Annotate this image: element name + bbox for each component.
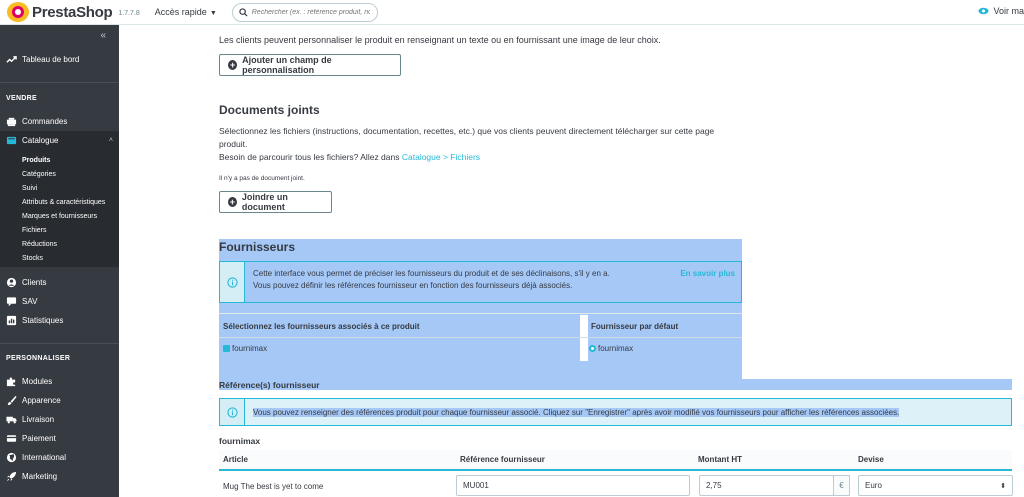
- radio-selected-icon[interactable]: [589, 345, 596, 352]
- nav-catalog[interactable]: [0, 131, 119, 149]
- collapse-sidebar-icon[interactable]: «: [100, 30, 106, 41]
- suppliers-info-line2: Vous pouvez définir les références fournisseur en fonction des fournisseurs déjà associés.: [253, 281, 573, 290]
- column-currency: Devise: [858, 455, 884, 464]
- default-supplier-radio-row[interactable]: [589, 344, 633, 353]
- top-bar: [0, 0, 1024, 25]
- column-supplier-reference: Référence fournisseur: [460, 455, 545, 464]
- trend-icon: [6, 54, 17, 65]
- nav-catalog-label: Catalogue: [22, 135, 59, 145]
- add-attachment-button[interactable]: [219, 191, 332, 213]
- catalog-submenu: [0, 149, 119, 267]
- row-article-name: Mug The best is yet to come: [223, 482, 324, 491]
- brand-name: PrestaShop: [32, 3, 113, 21]
- rocket-icon: [6, 471, 17, 482]
- plus-circle-icon: +: [229, 197, 236, 207]
- eye-icon: [978, 7, 989, 15]
- nav-modules[interactable]: [0, 372, 119, 390]
- attachments-desc-line3: [219, 151, 739, 164]
- add-customization-field-button[interactable]: [219, 54, 401, 76]
- attachments-desc-prefix: Besoin de parcourir tous les fichiers? Allez dans: [219, 152, 400, 162]
- nav-stats[interactable]: [0, 311, 119, 329]
- column-price-excl-tax: Montant HT: [698, 455, 742, 464]
- globe-icon: [6, 452, 17, 463]
- divider: [219, 313, 742, 314]
- subnav-files[interactable]: Fichiers: [22, 227, 47, 234]
- info-icon: [220, 399, 245, 425]
- truck-icon: [6, 414, 17, 425]
- plus-circle-icon: +: [229, 60, 236, 70]
- nav-customers[interactable]: [0, 273, 119, 291]
- subnav-categories[interactable]: Catégories: [22, 171, 56, 178]
- quick-access-label: Accès rapide: [154, 7, 207, 17]
- add-attachment-label: Joindre un document: [241, 192, 288, 212]
- nav-customers-label: Clients: [22, 277, 47, 287]
- info-icon: [220, 262, 245, 302]
- references-info-alert: [219, 398, 1012, 426]
- main-content: [119, 25, 1024, 497]
- select-arrows-icon: ⬍: [1000, 482, 1006, 490]
- suppliers-info-text: [245, 262, 741, 302]
- supplier-reference-input[interactable]: MU001: [456, 475, 690, 496]
- nav-dashboard[interactable]: [0, 50, 119, 68]
- logo[interactable]: [7, 2, 140, 22]
- catalog-icon: [6, 135, 17, 146]
- subnav-products[interactable]: Produits: [22, 157, 51, 164]
- chevron-up-icon: ˄: [108, 136, 113, 144]
- supplier-checkbox-row[interactable]: [223, 344, 267, 353]
- nav-shipping[interactable]: [0, 410, 119, 428]
- brush-icon: [6, 395, 17, 406]
- subnav-brands[interactable]: Marques et fournisseurs: [22, 213, 98, 220]
- cart-icon: [6, 116, 17, 127]
- credit-card-icon: [6, 433, 17, 444]
- caret-down-icon: ▼: [209, 10, 217, 17]
- suppliers-title: Fournisseurs: [219, 240, 296, 254]
- version-label: 1.7.7.8: [118, 10, 140, 17]
- suppliers-info-alert: [219, 261, 742, 303]
- nav-stats-label: Statistiques: [22, 315, 64, 325]
- nav-international-label: International: [22, 452, 67, 462]
- select-suppliers-header: Sélectionnez les fournisseurs associés à ce produit: [223, 322, 420, 331]
- attachments-desc-line2: produit.: [219, 139, 248, 149]
- default-supplier-radio-label: fournimax: [598, 344, 634, 353]
- nav-marketing[interactable]: [0, 467, 119, 485]
- quick-access-menu[interactable]: [155, 7, 217, 17]
- view-shop-label: Voir ma: [993, 6, 1024, 16]
- nav-payment-label: Paiement: [22, 433, 56, 443]
- default-supplier-header: Fournisseur par défaut: [591, 322, 679, 331]
- divider: [219, 337, 742, 338]
- checkbox-checked-icon[interactable]: [223, 345, 230, 352]
- chat-icon: [6, 296, 17, 307]
- currency-select-value: Euro: [865, 481, 882, 490]
- catalog-files-link[interactable]: Catalogue > Fichiers: [401, 152, 481, 162]
- nav-sav[interactable]: [0, 292, 119, 310]
- divider: [0, 82, 119, 83]
- nav-international[interactable]: [0, 448, 119, 466]
- section-sell: VENDRE: [6, 95, 37, 102]
- sidebar: [0, 25, 119, 497]
- currency-select[interactable]: [858, 475, 1013, 496]
- currency-symbol-addon: €: [833, 475, 850, 496]
- references-info-text: Vous pouvez renseigner des références produit pour chaque fournisseur associé. Cliquez sur "Enregistrer" après avoir modifié vos fournisseurs pour afficher les références associées.: [253, 408, 900, 417]
- nav-modules-label: Modules: [22, 376, 53, 386]
- attachments-title: Documents joints: [219, 103, 320, 117]
- prestashop-logo-icon: [7, 2, 29, 22]
- add-customization-field-label: Ajouter un champ de personnalisation: [242, 55, 332, 75]
- references-info-body: [245, 399, 1011, 425]
- nav-sav-label: SAV: [22, 296, 38, 306]
- price-input[interactable]: 2,75: [699, 475, 834, 496]
- attachments-desc-line1: Sélectionnez les fichiers (instructions, documentation, recettes, etc.) que vos clients peuvent directement télécharger sur cette page: [219, 126, 715, 136]
- refs-title-highlight: [219, 379, 1012, 390]
- user-icon: [6, 277, 17, 288]
- subnav-attributes[interactable]: Attributs & caractéristiques: [22, 199, 106, 206]
- puzzle-icon: [6, 376, 17, 387]
- attachments-description: [219, 125, 739, 164]
- suppliers-info-line1: Cette interface vous permet de préciser les fournisseurs du produit et de ses déclinaisons, s'il y en a.: [253, 269, 610, 278]
- nav-dashboard-label: Tableau de bord: [22, 54, 80, 64]
- search-input[interactable]: [252, 9, 370, 16]
- subnav-monitoring[interactable]: Suivi: [22, 185, 38, 192]
- column-article: Article: [223, 455, 248, 464]
- subnav-stocks[interactable]: Stocks: [22, 255, 44, 262]
- column-gap: [580, 315, 588, 361]
- suppliers-highlight: [219, 239, 742, 379]
- nav-appearance-label: Apparence: [22, 395, 61, 405]
- subnav-discounts[interactable]: Réductions: [22, 241, 58, 248]
- supplier-references-title: Référence(s) fournisseur: [219, 380, 320, 390]
- supplier-checkbox-label: fournimax: [232, 344, 268, 353]
- supplier-table-title: fournimax: [219, 436, 261, 446]
- learn-more-link[interactable]: En savoir plus: [680, 269, 735, 278]
- customization-intro: Les clients peuvent personnaliser le produit en renseignant un texte ou en fournissant une image de leur choix.: [219, 35, 661, 45]
- view-shop-link[interactable]: [978, 6, 1024, 16]
- attachments-empty-message: Il n'y a pas de document joint.: [219, 175, 305, 182]
- nav-orders[interactable]: [0, 112, 119, 130]
- nav-orders-label: Commandes: [22, 116, 68, 126]
- nav-shipping-label: Livraison: [22, 414, 55, 424]
- search-icon: [239, 8, 248, 17]
- nav-payment[interactable]: [0, 429, 119, 447]
- table-header: [219, 450, 1012, 471]
- nav-appearance[interactable]: [0, 391, 119, 409]
- search-box[interactable]: [232, 3, 378, 22]
- bar-chart-icon: [6, 315, 17, 326]
- section-customize: PERSONNALISER: [6, 355, 71, 362]
- divider: [0, 343, 119, 344]
- nav-marketing-label: Marketing: [22, 471, 58, 481]
